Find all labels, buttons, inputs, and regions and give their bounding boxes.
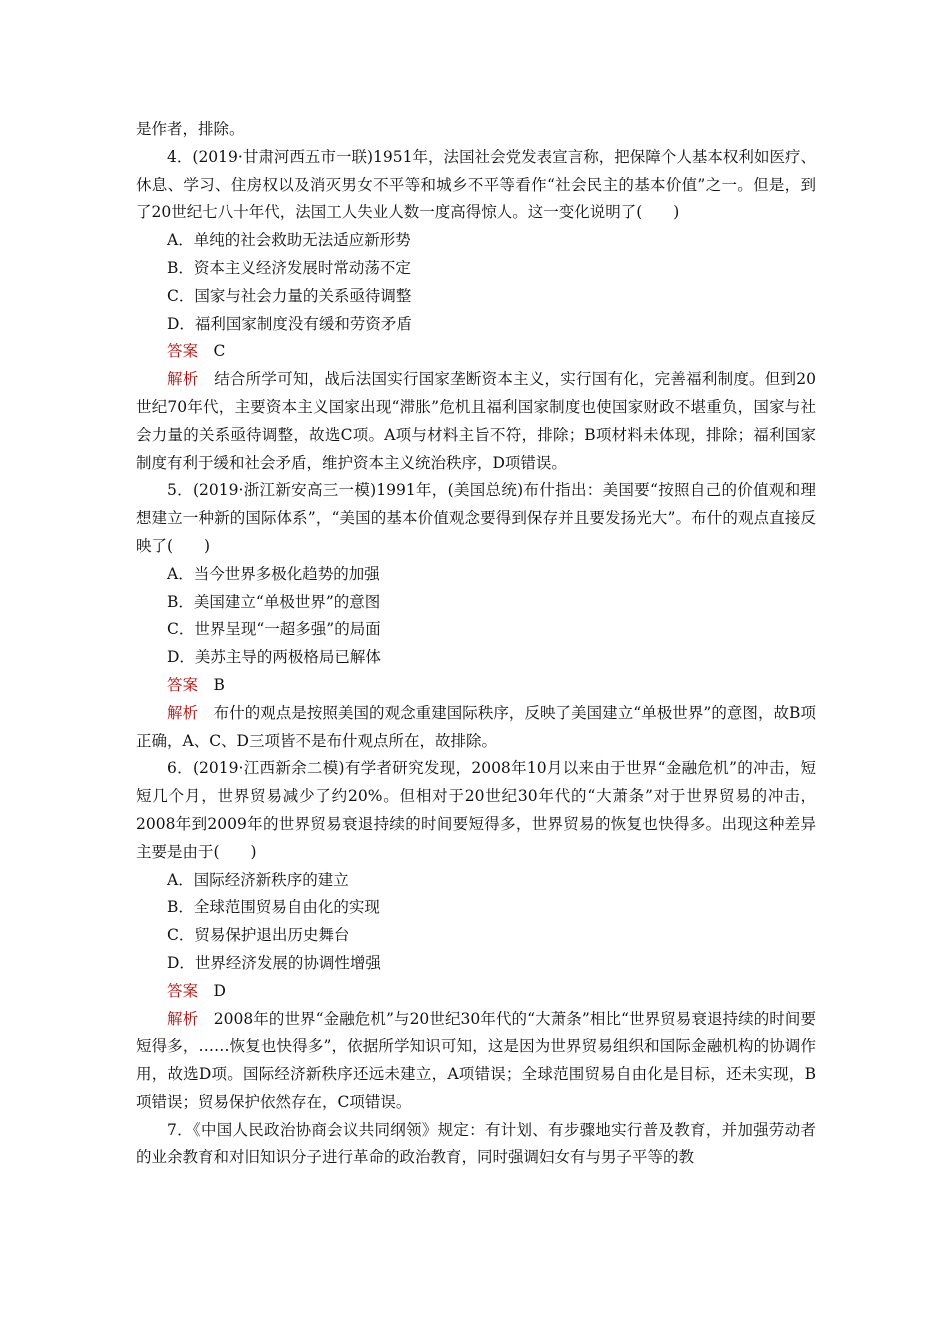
top-fragment: 是作者，排除。: [136, 120, 245, 138]
answer-label: 答案: [167, 342, 199, 361]
option-b: B．全球范围贸易自由化的实现: [167, 898, 380, 917]
answer-line: [136, 338, 816, 366]
question-5: [136, 477, 816, 755]
option-c: C．贸易保护退出历史舞台: [167, 926, 350, 945]
analysis: [136, 366, 816, 477]
answer-line: [136, 672, 816, 700]
analysis-label: 解析: [167, 703, 199, 722]
option-c: C．国家与社会力量的关系亟待调整: [167, 286, 412, 305]
analysis-text: 2008年的世界“金融危机”与20世纪30年代的“大萧条”相比“世界贸易衰退持续的时间要短得多，……恢复也快得多”，依据所学知识可知，这是因为世界贸易组织和国际金融机构的协调作用，故选D项。国际经济新秩序还远未建立，A项错误；全球范围贸易自由化是目标，还未实现，B项错误；贸易保护依然存在，C项错误。: [136, 1009, 816, 1111]
analysis: [136, 700, 816, 756]
answer-value: C: [213, 342, 226, 361]
answer-label: 答案: [167, 981, 199, 1000]
option-c: C．世界呈现“一超多强”的局面: [167, 620, 381, 639]
answer-label: 答案: [167, 675, 199, 694]
analysis-text: 布什的观点是按照美国的观念重建国际秩序，反映了美国建立“单极世界”的意图，故B项正确，A、C、D三项皆不是布什观点所在，故排除。: [136, 703, 816, 750]
question-4: [136, 144, 816, 478]
option-b: B．美国建立“单极世界”的意图: [167, 592, 381, 611]
question-6: [136, 755, 816, 1116]
analysis-text: 结合所学可知，战后法国实行国家垄断资本主义，实行国有化，完善福利制度。但到20世纪70年代，主要资本主义国家出现“滞胀”危机且福利国家制度也使国家财政不堪重负，国家与社会力量的关系亟待调整，故选C项。A项与材料主旨不符，排除；B项材料未体现，排除；福利国家制度有利于缓和社会矛盾，维护资本主义统治秩序，D项错误。: [136, 370, 816, 472]
option-d: D．美苏主导的两极格局已解体: [167, 648, 381, 667]
analysis-label: 解析: [167, 1009, 199, 1028]
question-stem: 4．(2019·甘肃河西五市一联)1951年，法国社会党发表宣言称，把保障个人基本权利如医疗、休息、学习、住房权以及消灭男女不平等和城乡不平等看作“社会民主的基本价值”之一。但是，到了20世纪七八十年代，法国工人失业人数一度高得惊人。这一变化说明了( ): [136, 147, 816, 222]
option-a: A．当今世界多极化趋势的加强: [167, 564, 380, 583]
option-d: D．世界经济发展的协调性增强: [167, 953, 381, 972]
analysis-label: 解析: [167, 370, 199, 389]
option-d: D．福利国家制度没有缓和劳资矛盾: [167, 314, 412, 333]
analysis: [136, 1006, 816, 1117]
question-stem: 6．(2019·江西新余二模)有学者研究发现，2008年10月以来由于世界“金融危机”的冲击，短短几个月，世界贸易减少了约20%。但相对于20世纪30年代的“大萧条”对于世界贸易的冲击，2008年到2009年的世界贸易衰退持续的时间要短得多，世界贸易的恢复也快得多。出现这种差异主要是由于( ): [136, 759, 816, 861]
answer-line: [136, 978, 816, 1006]
option-b: B．资本主义经济发展时常动荡不定: [167, 258, 411, 277]
option-a: A．国际经济新秩序的建立: [167, 870, 349, 889]
answer-value: D: [213, 981, 226, 1000]
option-a: A．单纯的社会救助无法适应新形势: [167, 231, 411, 250]
answer-value: B: [213, 675, 225, 694]
bottom-fragment: 7．《中国人民政治协商会议共同纲领》规定：有计划、有步骤地实行普及教育，并加强劳动者的业余教育和对旧知识分子进行革命的政治教育，同时强调妇女有与男子平等的教: [136, 1120, 816, 1167]
question-stem: 5．(2019·浙江新安高三一模)1991年，(美国总统)布什指出：美国要“按照自己的价值观和理想建立一种新的国际体系”，“美国的基本价值观念要得到保存并且要发扬光大”。布什的观点直接反映了( ): [136, 481, 816, 555]
document-page: [136, 116, 816, 1172]
